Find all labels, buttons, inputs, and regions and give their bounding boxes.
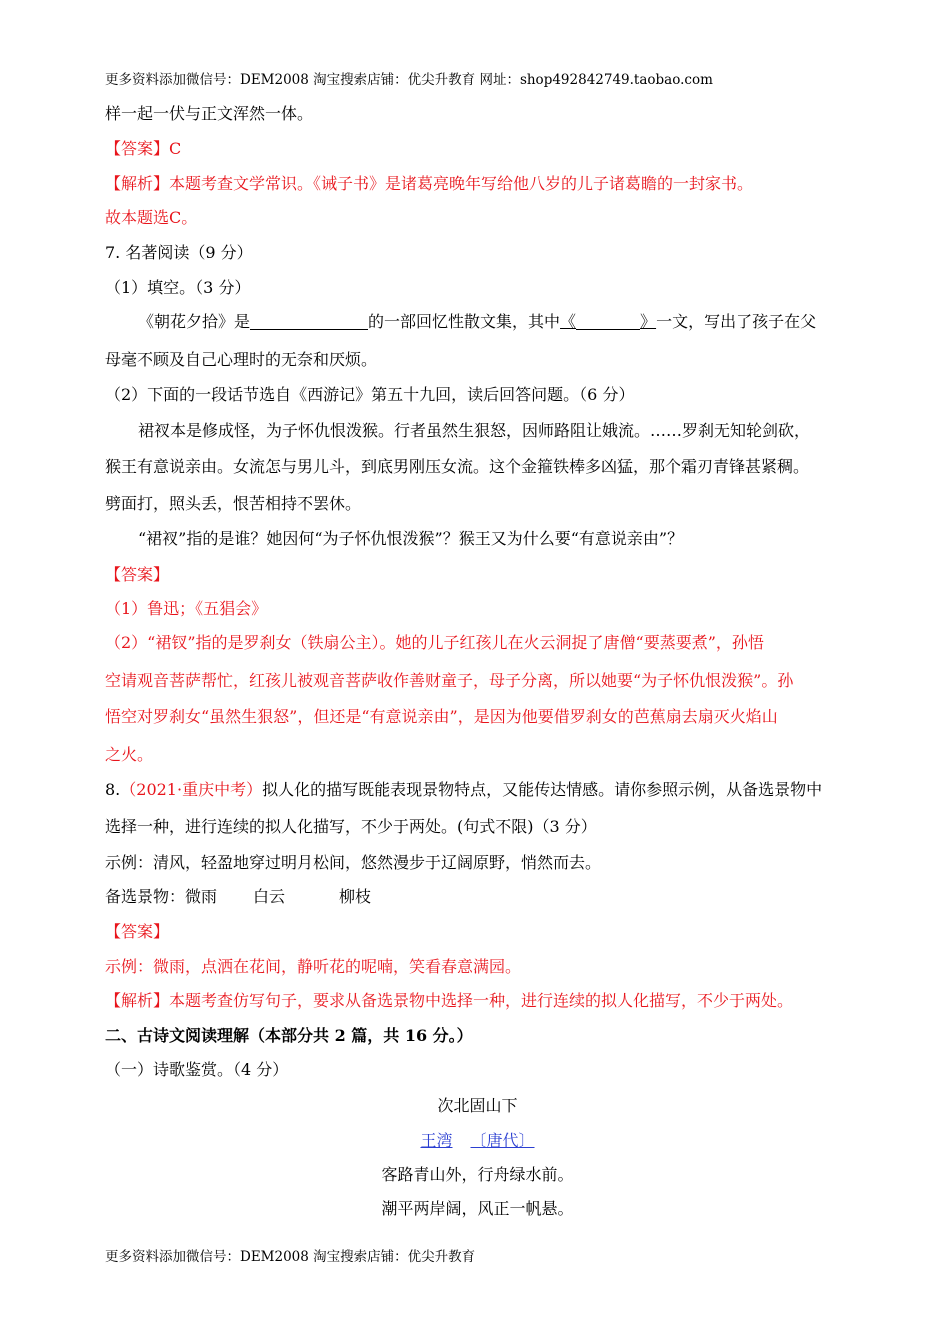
q6-conclusion: 故本题选C。 [105, 208, 198, 227]
q7-answer-2-line-4: 之火。 [105, 745, 154, 764]
poem-line-1: 客路青山外，行舟绿水前。 [381, 1165, 574, 1184]
answer-value: C [169, 139, 182, 158]
fill-text-b: 的一部回忆性散文集，其中 [368, 312, 561, 331]
answer-label: 【答案】 [105, 139, 170, 158]
q8-text-1: 拟人化的描写既能表现景物特点，又能传达情感。请你参照示例，从备选景物中 [262, 780, 823, 799]
fill-text-d: 》 [640, 312, 657, 331]
fill-text-a: 《朝花夕拾》是 [138, 312, 251, 331]
q7-title: 7. 名著阅读（9 分） [105, 243, 253, 262]
analysis-text: 本题考查仿写句子，要求从备选景物中选择一种，进行连续的拟人化描写，不少于两处。 [169, 991, 794, 1010]
poem-byline [105, 1130, 850, 1152]
section2-sub-title: （一）诗歌鉴赏。（4 分） [105, 1060, 289, 1079]
q8-source: （2021·重庆中考） [120, 780, 263, 799]
q7-part1-title: （1）填空。（3 分） [105, 278, 251, 297]
q8-answer: 示例：微雨，点洒在花间，静听花的呢喃，笑看春意满园。 [105, 957, 522, 976]
q8-options [105, 886, 850, 908]
q7-part1-fill-line [138, 311, 850, 333]
fill-text-c: 《 [560, 312, 577, 331]
q7-passage-line-2: 猴王有意说亲由。女流怎与男儿斗，到底男刚压女流。这个金箍铁棒多凶猛，那个霜刃青锋甚紧稠。 [105, 457, 810, 476]
continuation-text: 样一起一伏与正文浑然一体。 [105, 104, 314, 123]
poem-line-2: 潮平两岸阔，风正一帆悬。 [381, 1199, 574, 1218]
q8-number: 8. [105, 780, 121, 799]
q7-answer-2-line-3: 悟空对罗刹女“虽然生狠怒”，但还是“有意说亲由”，是因为他要借罗刹女的芭蕉扇去扇灭火焰山 [105, 707, 778, 726]
q7-question: “裙衩”指的是谁？她因何“为子怀仇恨泼猴”？猴王又为什么要“有意说亲由”？ [138, 529, 684, 548]
q7-passage-line-3: 劈面打，照头丢，恨苦相持不罢休。 [105, 494, 362, 513]
q7-answer-label: 【答案】 [105, 565, 170, 584]
q8-line-1 [105, 779, 850, 801]
poem-dynasty-link[interactable]: 〔唐代〕 [470, 1131, 535, 1150]
blank-title [576, 313, 640, 330]
q6-analysis [105, 173, 850, 195]
page-footer: 更多资料添加微信号：DEM2008 淘宝搜索店铺：优尖升教育 [105, 1249, 476, 1265]
q7-answer-2-line-1: （2）“裙钗”指的是罗刹女（铁扇公主）。她的儿子红孩儿在火云洞捉了唐僧“要蒸要煮”，孙悟 [105, 633, 764, 652]
q7-part2-title: （2）下面的一段话节选自《西游记》第五十九回，读后回答问题。（6 分） [105, 385, 635, 404]
analysis-label: 【解析】 [105, 991, 170, 1010]
q7-answer-2-line-2: 空请观音菩萨帮忙，红孩儿被观音菩萨收作善财童子，母子分离，所以她要“为子怀仇恨泼猴”。孙 [105, 671, 794, 690]
poem-author-link[interactable]: 王湾 [420, 1131, 453, 1150]
section2-title: 二、古诗文阅读理解（本部分共 2 篇，共 16 分。） [105, 1026, 473, 1045]
q8-example: 示例：清风，轻盈地穿过明月松间，悠然漫步于辽阔原野，悄然而去。 [105, 853, 602, 872]
option-2: 白云 [253, 887, 286, 906]
q8-analysis [105, 990, 850, 1012]
analysis-text: 本题考查文学常识。《诫子书》是诸葛亮晚年写给他八岁的儿子诸葛瞻的一封家书。 [169, 174, 754, 193]
fill-text-e: 一文，写出了孩子在父 [656, 312, 817, 331]
q7-part1-fill-line-2: 母毫不顾及自己心理时的无奈和厌烦。 [105, 350, 378, 369]
blank-author [250, 313, 368, 330]
option-1: 微雨 [185, 887, 218, 906]
q8-answer-label: 【答案】 [105, 922, 170, 941]
options-label: 备选景物： [105, 887, 186, 906]
q7-answer-1: （1）鲁迅；《五猖会》 [105, 599, 268, 618]
q7-passage-line-1: 裙衩本是修成怪，为子怀仇恨泼猴。行者虽然生狠怒，因师路阻让娥流。……罗刹无知轮剑砍， [138, 421, 811, 440]
analysis-label: 【解析】 [105, 174, 170, 193]
poem-title: 次北固山下 [437, 1096, 518, 1115]
page-header: 更多资料添加微信号：DEM2008 淘宝搜索店铺：优尖升教育 网址：shop492842749.taobao.com [105, 72, 713, 88]
q6-answer [105, 138, 850, 160]
q8-line-2: 选择一种，进行连续的拟人化描写，不少于两处。(句式不限)（3 分） [105, 817, 597, 836]
option-3: 柳枝 [339, 887, 372, 906]
